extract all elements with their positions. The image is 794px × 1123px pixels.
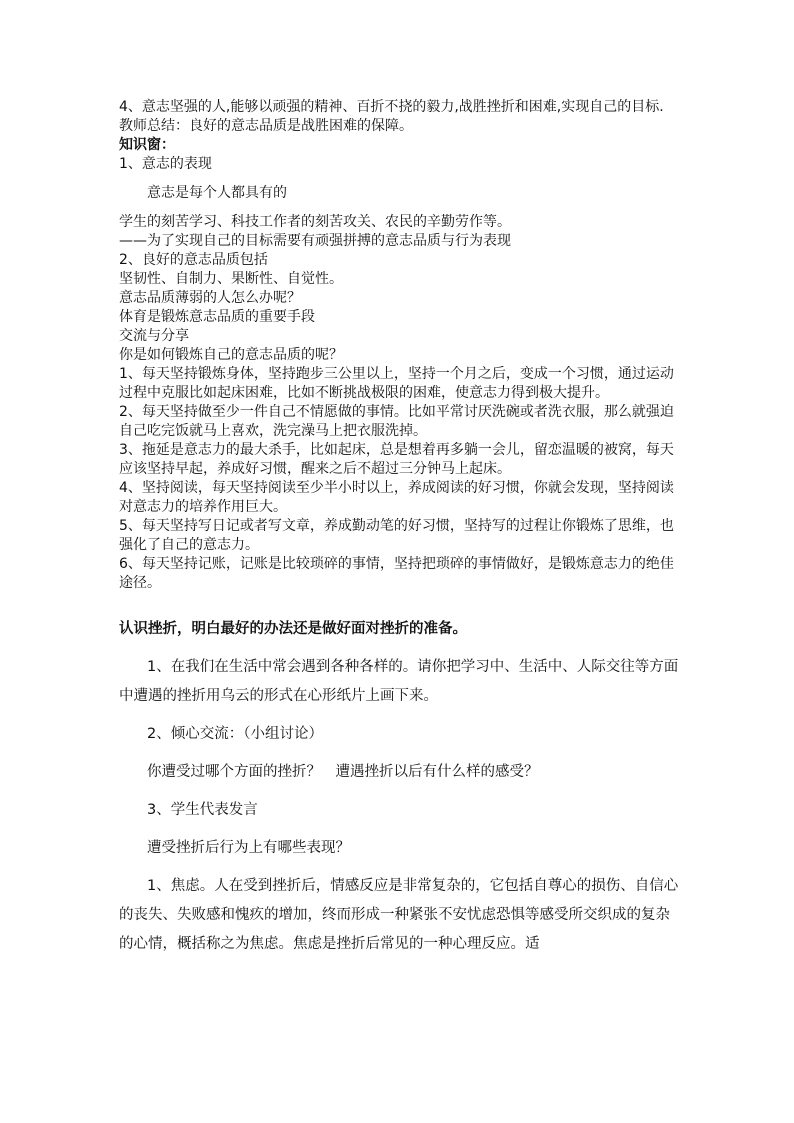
- spacer: [119, 593, 679, 615]
- spacer: [119, 174, 679, 184]
- paragraph-exchange-share: 交流与分享: [119, 328, 189, 344]
- section-willpower-expression: 1、意志的表现: [119, 156, 212, 172]
- list-item-unwilling-task: 2、每天坚持做至少一件自己不情愿做的事情。比如平常讨厌洗碗或者洗衣服，那么就强迫自己吃完饭就马上喜欢，洗完澡马上把衣服洗掉。: [119, 404, 674, 439]
- list-item-reading: 4、坚持阅读，每天坚持阅读至少半小时以上，养成阅读的好习惯，你就会发现，坚持阅读对意志力的培养作用巨大。: [119, 480, 674, 515]
- frustration-item-1: 1、在我们在生活中常会遇到各种各样的。请你把学习中、生活中、人际交往等方面中遭遇的挫折用乌云的形式在心形纸片上画下来。: [119, 659, 679, 704]
- paragraph-how-question: 你是如何锻炼自己的意志品质的呢？: [119, 347, 343, 363]
- paragraph-goal-note: ——为了实现自己的目标需要有顽强拼搏的意志品质与行为表现: [119, 233, 511, 249]
- frustration-question: 你遭受过哪个方面的挫折？ 遭遇挫折以后有什么样的感受？: [147, 764, 539, 780]
- paragraph-sports-means: 体育是锻炼意志品质的重要手段: [119, 309, 315, 325]
- knowledge-window-heading: 知识窗：: [119, 137, 175, 153]
- spacer: [119, 203, 679, 213]
- frustration-section: [119, 615, 679, 959]
- teacher-summary: 教师总结：良好的意志品质是战胜困难的保障。: [119, 118, 413, 134]
- frustration-heading: 认识挫折，明白最好的办法还是做好面对挫折的准备。: [119, 621, 467, 637]
- paragraph-weak-will-question: 意志品质薄弱的人怎么办呢？: [119, 290, 301, 306]
- frustration-item-2: 2、倾心交流：（小组讨论）: [147, 726, 323, 742]
- paragraph-willpower-4: 4、意志坚强的人,能够以顽强的精神、百折不挠的毅力,战胜挫折和困难,实现自己的目标.: [119, 99, 664, 115]
- frustration-anxiety: 1、焦虑。人在受到挫折后，情感反应是非常复杂的，它包括自尊心的损伤、自信心的丧失、失败感和愧疚的增加，终而形成一种紧张不安忧虑恐惧等感受所交织成的复杂的心情，概括称之为焦虑。焦虑是挫折后常见的一种心理反应。适: [119, 878, 679, 952]
- section-good-qualities: 2、良好的意志品质包括: [119, 252, 268, 268]
- paragraph-everyone-has-will: 意志是每个人都具有的: [147, 185, 287, 201]
- list-item-writing: 5、每天坚持写日记或者写文章，养成勤动笔的好习惯，坚持写的过程让你锻炼了思维，也强化了自己的意志力。: [119, 518, 674, 553]
- paragraph-qualities-list: 坚韧性、自制力、果断性、自觉性。: [119, 271, 343, 287]
- frustration-item-3: 3、学生代表发言: [147, 802, 258, 818]
- list-item-bookkeeping: 6、每天坚持记账，记账是比较琐碎的事情，坚持把琐碎的事情做好，是锻炼意志力的绝佳途径。: [119, 556, 674, 591]
- list-item-exercise: 1、每天坚持锻炼身体，坚持跑步三公里以上，坚持一个月之后，变成一个习惯，通过运动过程中克服比如起床困难，比如不断挑战极限的困难，使意志力得到极大提升。: [119, 366, 674, 401]
- paragraph-examples: 学生的刻苦学习、科技工作者的刻苦攻关、农民的辛勤劳作等。: [119, 214, 511, 230]
- list-item-procrastination: 3、拖延是意志力的最大杀手，比如起床，总是想着再多躺一会儿，留恋温暖的被窝，每天应该坚持早起，养成好习惯，醒来之后不超过三分钟马上起床。: [119, 442, 674, 477]
- document-page: [119, 98, 679, 959]
- frustration-behavior-question: 遭受挫折后行为上有哪些表现？: [147, 840, 350, 856]
